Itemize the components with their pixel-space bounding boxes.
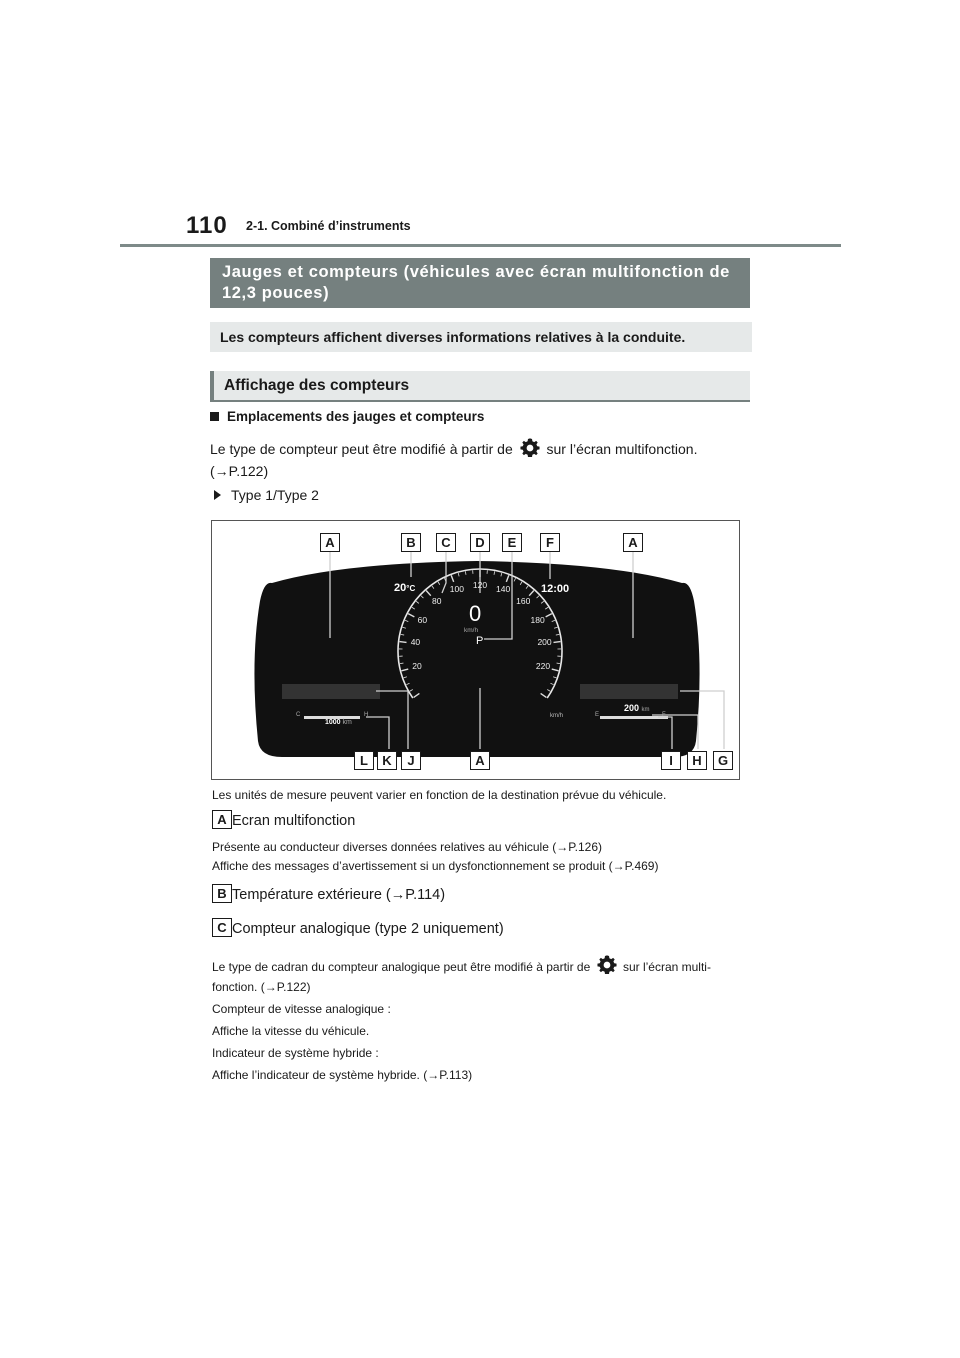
speed-tick-label: 20 xyxy=(412,660,422,671)
para-text-end: sur l’écran multifonction. xyxy=(546,441,698,457)
c-detail-line-3: Compteur de vitesse analogique : xyxy=(212,1002,391,1016)
callout-a-bottom: A xyxy=(470,751,490,770)
speedometer-tick xyxy=(557,663,560,664)
range-unit: km xyxy=(641,707,650,713)
units-note: Les unités de mesure peuvent varier en fonction de la destination prévue du véhicule. xyxy=(212,788,667,802)
outside-temp-readout xyxy=(394,582,415,594)
type-label-text: Type 1/Type 2 xyxy=(231,487,319,503)
odometer-value: 1000 xyxy=(325,719,341,726)
speed-tick-label: 180 xyxy=(530,614,545,625)
callout-a-top-right: A xyxy=(623,533,643,552)
item-a-marker: A xyxy=(212,810,232,829)
heading-locations xyxy=(210,409,484,424)
digital-speed-unit: km/h xyxy=(464,627,479,634)
speed-tick-label: 140 xyxy=(496,584,511,595)
speed-tick-label: 220 xyxy=(535,660,551,671)
item-b-title: Température extérieure (→P.114) xyxy=(232,887,446,903)
callout-b: B xyxy=(401,533,421,552)
c-detail-line-4: Affiche la vitesse du véhicule. xyxy=(212,1024,370,1038)
temp-unit: °C xyxy=(406,584,416,593)
odometer-unit: km xyxy=(342,719,352,726)
callout-e: E xyxy=(502,533,522,552)
callout-a-top-left: A xyxy=(320,533,340,552)
triangle-bullet-icon xyxy=(214,490,221,500)
callout-j: J xyxy=(401,751,421,770)
c-detail-line-5: Indicateur de système hybride : xyxy=(212,1046,379,1060)
c-detail-line-6: Affiche l’indicateur de système hybride. (→P.113) xyxy=(212,1068,473,1082)
item-b-marker: B xyxy=(212,884,232,903)
para-text-start: Le type de compteur peut être modifié à partir de xyxy=(210,441,513,457)
fuel-gauge-bar xyxy=(600,716,668,719)
gear-indicator: P xyxy=(476,635,484,647)
left-info-bar xyxy=(282,684,380,699)
callout-g: G xyxy=(713,751,733,770)
speed-tick-label: 80 xyxy=(432,596,442,607)
page-number: 110 xyxy=(186,212,228,239)
callout-i: I xyxy=(661,751,681,770)
callout-c: C xyxy=(436,533,456,552)
speed-tick-label: 60 xyxy=(417,614,428,625)
instrument-cluster-diagram xyxy=(211,520,740,780)
temp-cold-label: C xyxy=(296,712,301,718)
callout-d: D xyxy=(470,533,490,552)
item-a-title: Ecran multifonction xyxy=(232,813,356,829)
c-detail-line-2: fonction. (→P.122) xyxy=(212,980,311,994)
c-detail-text-start: Le type de cadran du compteur analogique peut être modifié à partir de xyxy=(212,960,591,974)
cluster-illustration xyxy=(212,521,739,779)
scale-unit: km/h xyxy=(550,713,564,719)
square-bullet-icon xyxy=(210,412,219,421)
section-label: 2-1. Combiné d’instruments xyxy=(246,219,411,233)
item-a-desc-2: Affiche des messages d’avertissement si un dysfonctionnement se produit (→P.469) xyxy=(212,859,659,873)
callout-h: H xyxy=(687,751,707,770)
type-label xyxy=(214,484,319,506)
callout-l: L xyxy=(354,751,374,770)
speed-tick-label: 160 xyxy=(516,596,531,607)
callout-f: F xyxy=(540,533,560,552)
right-info-bar xyxy=(580,684,678,699)
c-detail-text-end: sur l’écran multi- xyxy=(622,960,711,974)
speed-tick-label: 100 xyxy=(449,584,464,595)
clock-readout: 12:00 xyxy=(541,583,570,595)
speedometer-tick xyxy=(553,642,560,643)
range-readout xyxy=(624,703,650,713)
speed-tick-label: 200 xyxy=(537,637,552,648)
item-c-marker: C xyxy=(212,918,232,937)
header-rule xyxy=(120,244,841,247)
chapter-title: Jauges et compteurs (véhicules avec écran multifonction de 12,3 pouces) xyxy=(210,258,750,308)
para-ref: (→P.122) xyxy=(210,463,269,479)
gear-icon xyxy=(519,437,541,459)
range-value: 200 xyxy=(624,703,640,713)
temp-value: 20 xyxy=(394,582,407,594)
paragraph-meter-type xyxy=(210,437,770,482)
speed-tick-label: 40 xyxy=(410,637,421,648)
c-detail-line-1 xyxy=(212,954,772,977)
item-a-desc-1: Présente au conducteur diverses données relatives au véhicule (→P.126) xyxy=(212,840,603,854)
heading-text: Emplacements des jauges et compteurs xyxy=(227,409,485,424)
gear-icon xyxy=(596,954,618,976)
intro-text: Les compteurs affichent diverses informations relatives à la conduite. xyxy=(210,322,752,352)
temp-hot-label: H xyxy=(364,712,369,718)
subsection-title: Affichage des compteurs xyxy=(210,371,750,402)
speedometer-tick xyxy=(400,663,403,664)
odometer-readout xyxy=(325,719,352,726)
fuel-empty-label: E xyxy=(595,712,600,718)
speed-tick-label: 120 xyxy=(472,580,488,590)
digital-speed: 0 xyxy=(469,601,482,626)
item-c-title: Compteur analogique (type 2 uniquement) xyxy=(232,921,504,937)
callout-k: K xyxy=(377,751,397,770)
fuel-full-label: F xyxy=(662,712,666,718)
